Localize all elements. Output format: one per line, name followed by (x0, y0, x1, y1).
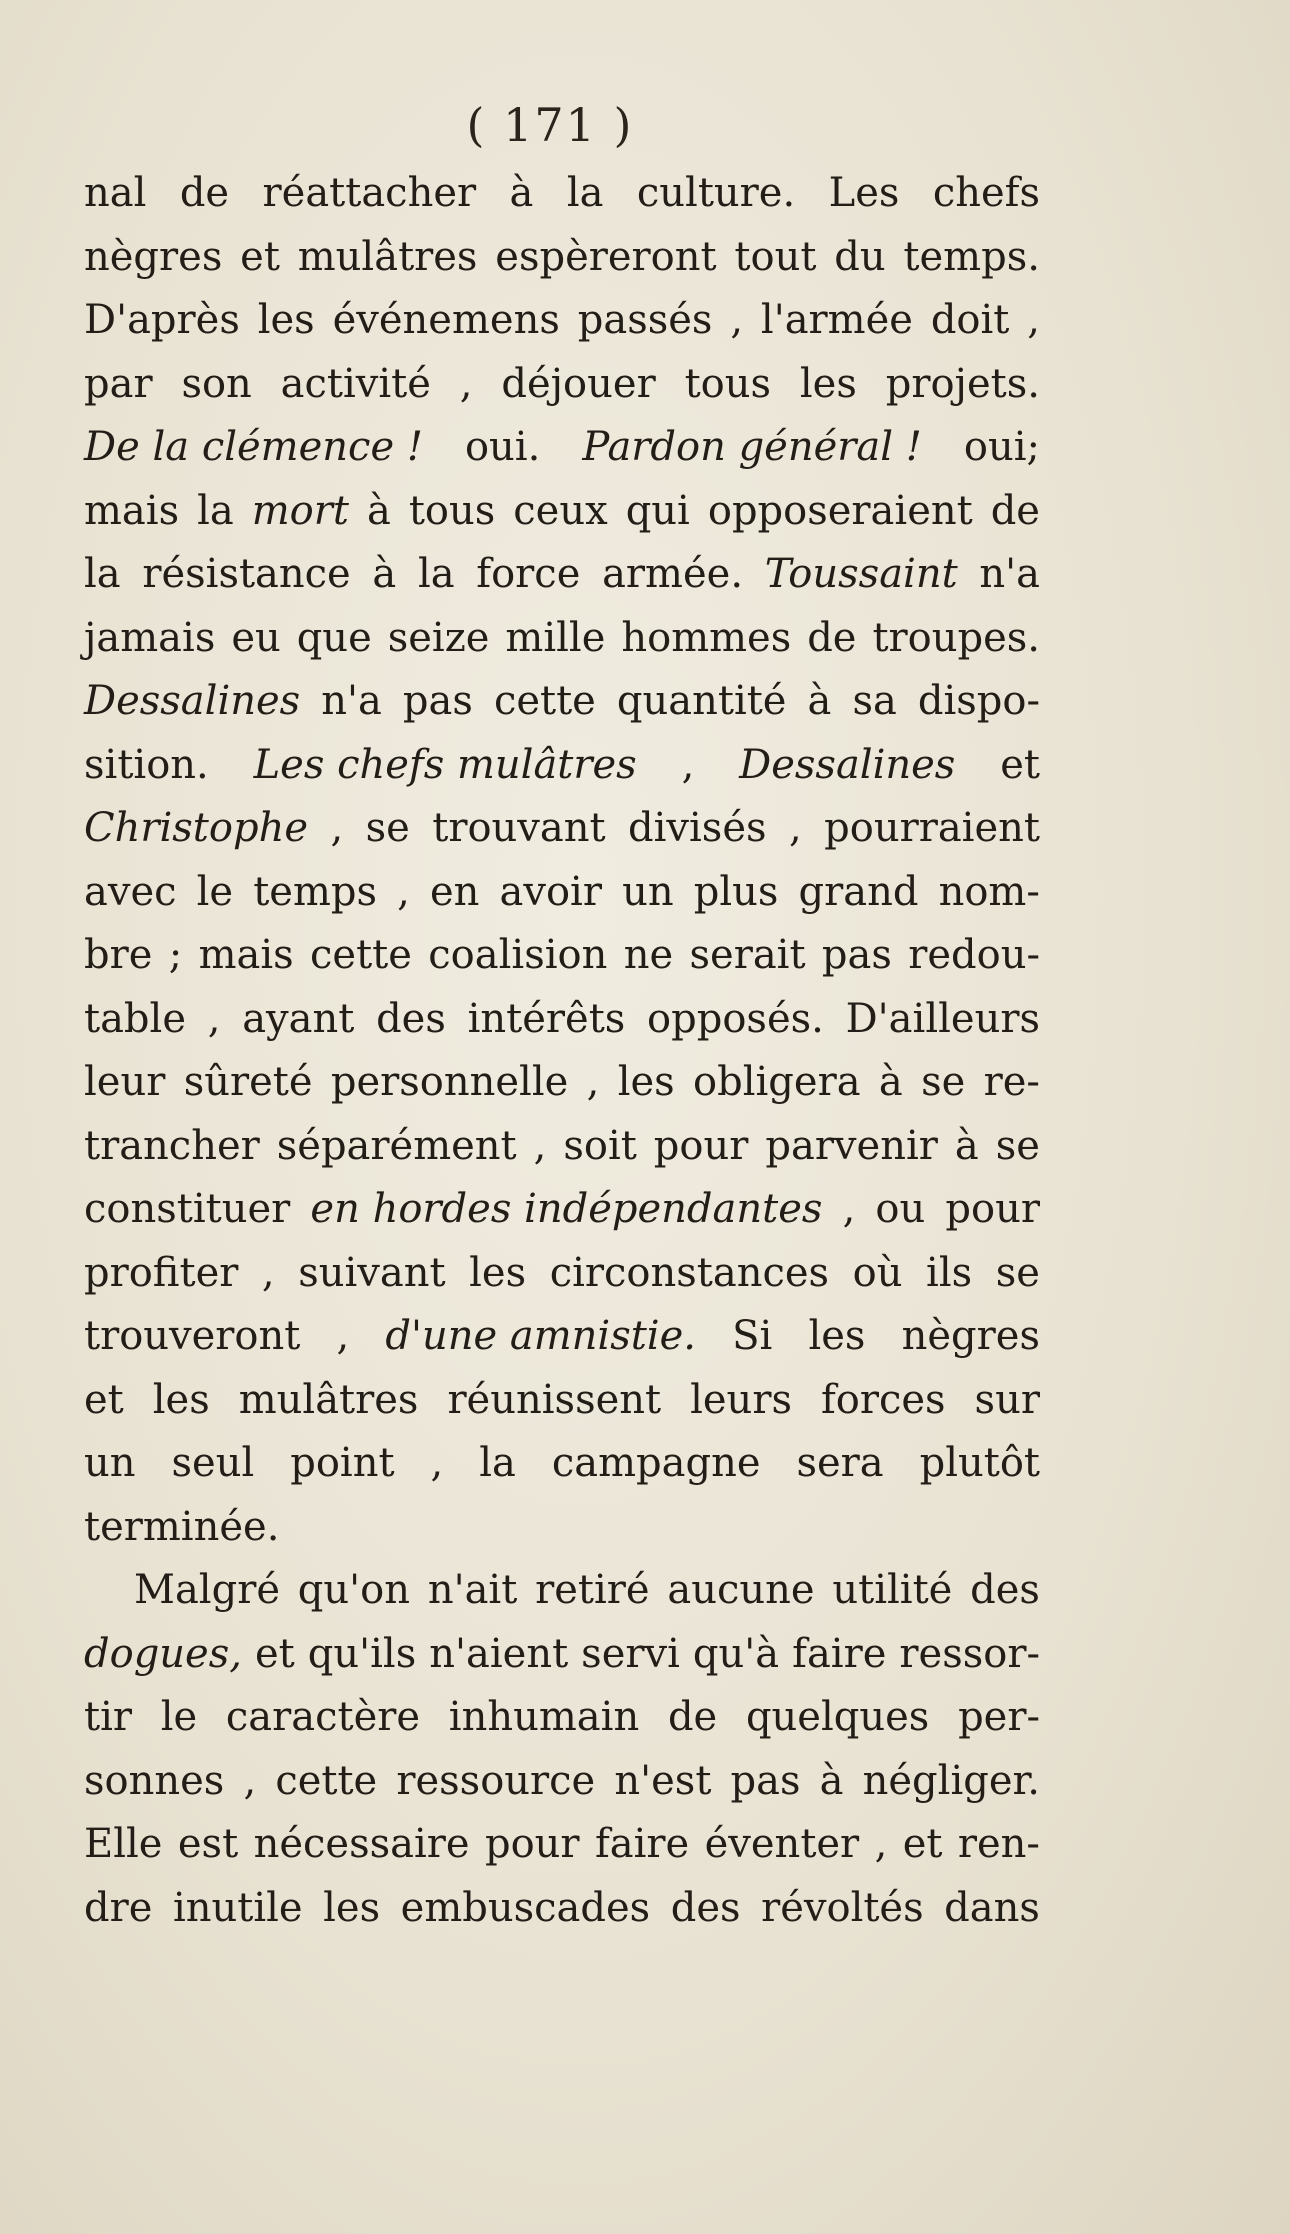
word: culture. (636, 170, 796, 216)
word: qu'on (297, 1567, 411, 1613)
word: dispo- (917, 678, 1040, 724)
word: , (336, 1313, 350, 1359)
word: jamais (84, 614, 216, 661)
word: déjouer (501, 360, 656, 407)
word: de (807, 614, 857, 661)
word: les (152, 1376, 210, 1423)
text-line (84, 1686, 1040, 1750)
word: constituer (84, 1186, 291, 1232)
word: De la clémence ! (84, 424, 423, 470)
word: temps. (903, 233, 1040, 280)
word: Malgré (134, 1567, 280, 1613)
text-line (84, 670, 1040, 734)
word: qui (625, 487, 690, 534)
word: sûreté (183, 1059, 313, 1105)
word: embuscades (400, 1884, 651, 1931)
word: à (878, 1059, 903, 1105)
word: sonnes (84, 1757, 225, 1804)
word: terminée. (84, 1503, 280, 1550)
word: révoltés (761, 1884, 924, 1931)
word: à (509, 170, 534, 216)
word: les (617, 1059, 675, 1105)
word: sa (852, 678, 897, 724)
word: eu (231, 614, 281, 661)
word: ; (168, 932, 183, 978)
word: dans (944, 1884, 1040, 1931)
word: ne (623, 932, 674, 978)
text-line (84, 1115, 1040, 1179)
word: mulâtres (238, 1376, 419, 1423)
word: trouveront (84, 1313, 301, 1359)
word: les (808, 1313, 866, 1359)
word: chefs (932, 170, 1040, 216)
word: en hordes indépendantes (310, 1186, 823, 1232)
word: la (479, 1440, 516, 1486)
word: oui. (464, 424, 541, 470)
word: cette (275, 1757, 378, 1804)
word: per- (958, 1694, 1040, 1740)
word: sera (796, 1440, 884, 1486)
word: troupes. (872, 614, 1040, 661)
word: nègres (901, 1313, 1040, 1359)
word: ayant (242, 995, 355, 1042)
word: la (566, 170, 604, 216)
word: nom- (938, 868, 1040, 915)
word: se (921, 1059, 966, 1105)
body-text (84, 162, 1040, 1940)
word: à (366, 487, 391, 534)
word: et (84, 1376, 124, 1423)
word: pour (653, 1122, 749, 1169)
word: les (469, 1249, 527, 1296)
word: des (670, 1884, 741, 1931)
word: nécessaire (253, 1821, 470, 1867)
text-line (84, 1559, 1040, 1623)
word: où (852, 1249, 903, 1296)
word: , (243, 1757, 257, 1804)
word: sition. (84, 741, 209, 788)
word: faire (594, 1821, 690, 1867)
word: , (681, 741, 695, 788)
text-line (84, 1178, 1040, 1242)
text-line (84, 861, 1040, 925)
word: point (290, 1440, 395, 1486)
text-line (84, 1369, 1040, 1433)
word: projets. (885, 360, 1040, 407)
word: redou- (908, 932, 1040, 978)
text-line (84, 1877, 1040, 1941)
word: ren- (957, 1821, 1040, 1867)
word: ils (926, 1249, 973, 1296)
word: négliger. (862, 1757, 1040, 1804)
word: inhumain (448, 1694, 640, 1740)
word: Si (732, 1313, 773, 1359)
word: se (995, 1249, 1040, 1296)
word: et (902, 1821, 943, 1867)
word: opposés. (647, 995, 824, 1042)
word: , (207, 995, 221, 1042)
word: dogues, (84, 1630, 242, 1677)
word: le (160, 1694, 198, 1740)
word: armée. (602, 551, 744, 597)
word: inutile (172, 1884, 303, 1931)
text-line (84, 988, 1040, 1052)
word: n'ait (427, 1567, 518, 1613)
word: en (429, 868, 480, 915)
word: force (476, 551, 581, 597)
word: à (372, 551, 397, 597)
word: un (622, 868, 674, 915)
word: quelques (745, 1694, 930, 1740)
word: de (179, 170, 230, 216)
word: de (990, 487, 1040, 534)
text-line (84, 416, 1040, 480)
word: tout (734, 233, 817, 280)
word: événemens (332, 297, 560, 343)
word: pas (730, 1757, 801, 1804)
text-line (84, 480, 1040, 544)
word: leur (84, 1059, 166, 1105)
word: ceux (513, 487, 608, 534)
word: la (84, 551, 121, 597)
word: , (788, 805, 802, 851)
word: espèreront (495, 233, 717, 280)
word: , (397, 868, 410, 915)
word: suivant (298, 1249, 446, 1296)
word: n'a (321, 678, 382, 724)
word: cette (310, 932, 412, 978)
word: qu'ils (307, 1630, 417, 1677)
word: temps (253, 868, 378, 915)
word: intérêts (467, 995, 626, 1042)
word: sur (974, 1376, 1040, 1423)
word: et (254, 1630, 295, 1677)
word: passés (577, 297, 713, 343)
word: Les (828, 170, 900, 216)
word: avoir (499, 868, 602, 915)
word: pour (484, 1821, 580, 1867)
text-line (84, 1496, 1040, 1560)
word: à (807, 678, 832, 724)
word: réunissent (447, 1376, 662, 1423)
text-line (84, 797, 1040, 861)
word: plus (693, 868, 779, 915)
text-line (84, 289, 1040, 353)
word: n'aient (429, 1630, 569, 1677)
word: du (834, 233, 886, 280)
word: de (667, 1694, 718, 1740)
word: avec (84, 868, 177, 915)
word: soit (563, 1122, 637, 1169)
word: à (819, 1757, 844, 1804)
word: Dessalines (739, 741, 956, 788)
word: faire (792, 1630, 887, 1677)
word: tous (408, 487, 496, 534)
word: tir (84, 1694, 132, 1740)
word: table (84, 995, 186, 1042)
word: obligera (693, 1059, 861, 1105)
word: D'après (84, 297, 240, 343)
word: doit (930, 297, 1010, 343)
word: d'une amnistie. (385, 1313, 696, 1359)
word: cette (493, 678, 596, 724)
text-line (84, 226, 1040, 290)
word: profiter (84, 1249, 239, 1296)
word: , (842, 1186, 856, 1232)
word: leurs (690, 1376, 792, 1423)
word: Christophe (84, 805, 309, 851)
text-line (84, 734, 1040, 798)
word: , (533, 1122, 547, 1169)
word: pour (945, 1186, 1040, 1232)
word: mort (251, 487, 349, 534)
word: bre (84, 932, 153, 978)
word: mille (505, 614, 606, 661)
text-line (84, 162, 1040, 226)
word: aucune (667, 1567, 815, 1613)
word: coalision (428, 932, 608, 978)
word: Dessalines (84, 678, 301, 724)
word: ressource (396, 1757, 596, 1804)
word: serait (689, 932, 806, 978)
text-line (84, 353, 1040, 417)
word: se (365, 805, 410, 851)
text-line (84, 924, 1040, 988)
word: son (181, 360, 252, 407)
word: résistance (142, 551, 351, 597)
word: par (84, 360, 153, 407)
word: l'armée (760, 297, 913, 343)
word: réattacher (262, 170, 477, 216)
word: Pardon général ! (582, 424, 922, 470)
word: à (954, 1122, 979, 1169)
word: , (874, 1821, 888, 1867)
word: retiré (535, 1567, 650, 1613)
word: D'ailleurs (845, 995, 1040, 1042)
word: seul (171, 1440, 255, 1486)
word: , (261, 1249, 275, 1296)
text-line (84, 1305, 1040, 1369)
word: dre (84, 1884, 153, 1931)
word: ressor- (899, 1630, 1040, 1677)
word: mulâtres (297, 233, 478, 280)
word: hommes (621, 614, 792, 661)
word: plutôt (919, 1440, 1040, 1486)
word: pas (821, 932, 892, 978)
word: , (430, 1440, 444, 1486)
word: re- (983, 1059, 1040, 1105)
word: se (995, 1122, 1040, 1169)
word: des (376, 995, 446, 1042)
word: un (84, 1440, 136, 1486)
word: Elle (84, 1821, 163, 1867)
word: , (459, 360, 473, 407)
word: est (177, 1821, 239, 1867)
text-line (84, 1623, 1040, 1687)
word: divisés (628, 805, 767, 851)
word: nègres (84, 233, 223, 280)
word: et (240, 233, 280, 280)
word: mais (84, 487, 180, 534)
word: nal (84, 170, 147, 216)
text-line (84, 543, 1040, 607)
word: des (970, 1567, 1040, 1613)
word: forces (820, 1376, 946, 1423)
word: trancher (84, 1122, 260, 1169)
text-line (84, 607, 1040, 671)
word: les (799, 360, 857, 407)
word: et (1000, 741, 1040, 788)
word: , (586, 1059, 600, 1105)
word: Toussaint (764, 551, 958, 597)
word: campagne (551, 1440, 761, 1486)
word: seize (387, 614, 490, 661)
word: les (257, 297, 315, 343)
text-line (84, 1432, 1040, 1496)
text-line (84, 1813, 1040, 1877)
word: la (197, 487, 234, 534)
word: pas (402, 678, 473, 724)
text-line (84, 1750, 1040, 1814)
word: séparément (276, 1122, 517, 1169)
word: le (196, 868, 234, 915)
word: parvenir (765, 1122, 938, 1169)
word: les (323, 1884, 381, 1931)
word: quantité (616, 678, 787, 724)
word: caractère (225, 1694, 421, 1740)
word: activité (280, 360, 431, 407)
word: circonstances (549, 1249, 830, 1296)
word: personnelle (330, 1059, 569, 1105)
word: , (330, 805, 344, 851)
word: n'est (614, 1757, 712, 1804)
word: oui; (963, 424, 1040, 470)
word: opposeraient (707, 487, 973, 534)
word: tous (684, 360, 772, 407)
word: trouvant (432, 805, 606, 851)
word: mais (198, 932, 294, 978)
word: éventer (704, 1821, 860, 1867)
word: pourraient (824, 805, 1040, 851)
word: Les chefs mulâtres (253, 741, 637, 788)
word: , (730, 297, 744, 343)
text-line (84, 1051, 1040, 1115)
page-number: ( 171 ) (466, 98, 634, 152)
word: que (296, 614, 372, 661)
word: , (1027, 297, 1040, 343)
word: utilité (832, 1567, 953, 1613)
word: grand (798, 868, 919, 915)
word: la (417, 551, 455, 597)
word: ou (875, 1186, 926, 1232)
word: qu'à (692, 1630, 780, 1677)
text-line (84, 1242, 1040, 1306)
word: servi (581, 1630, 680, 1677)
word: n'a (979, 551, 1040, 597)
